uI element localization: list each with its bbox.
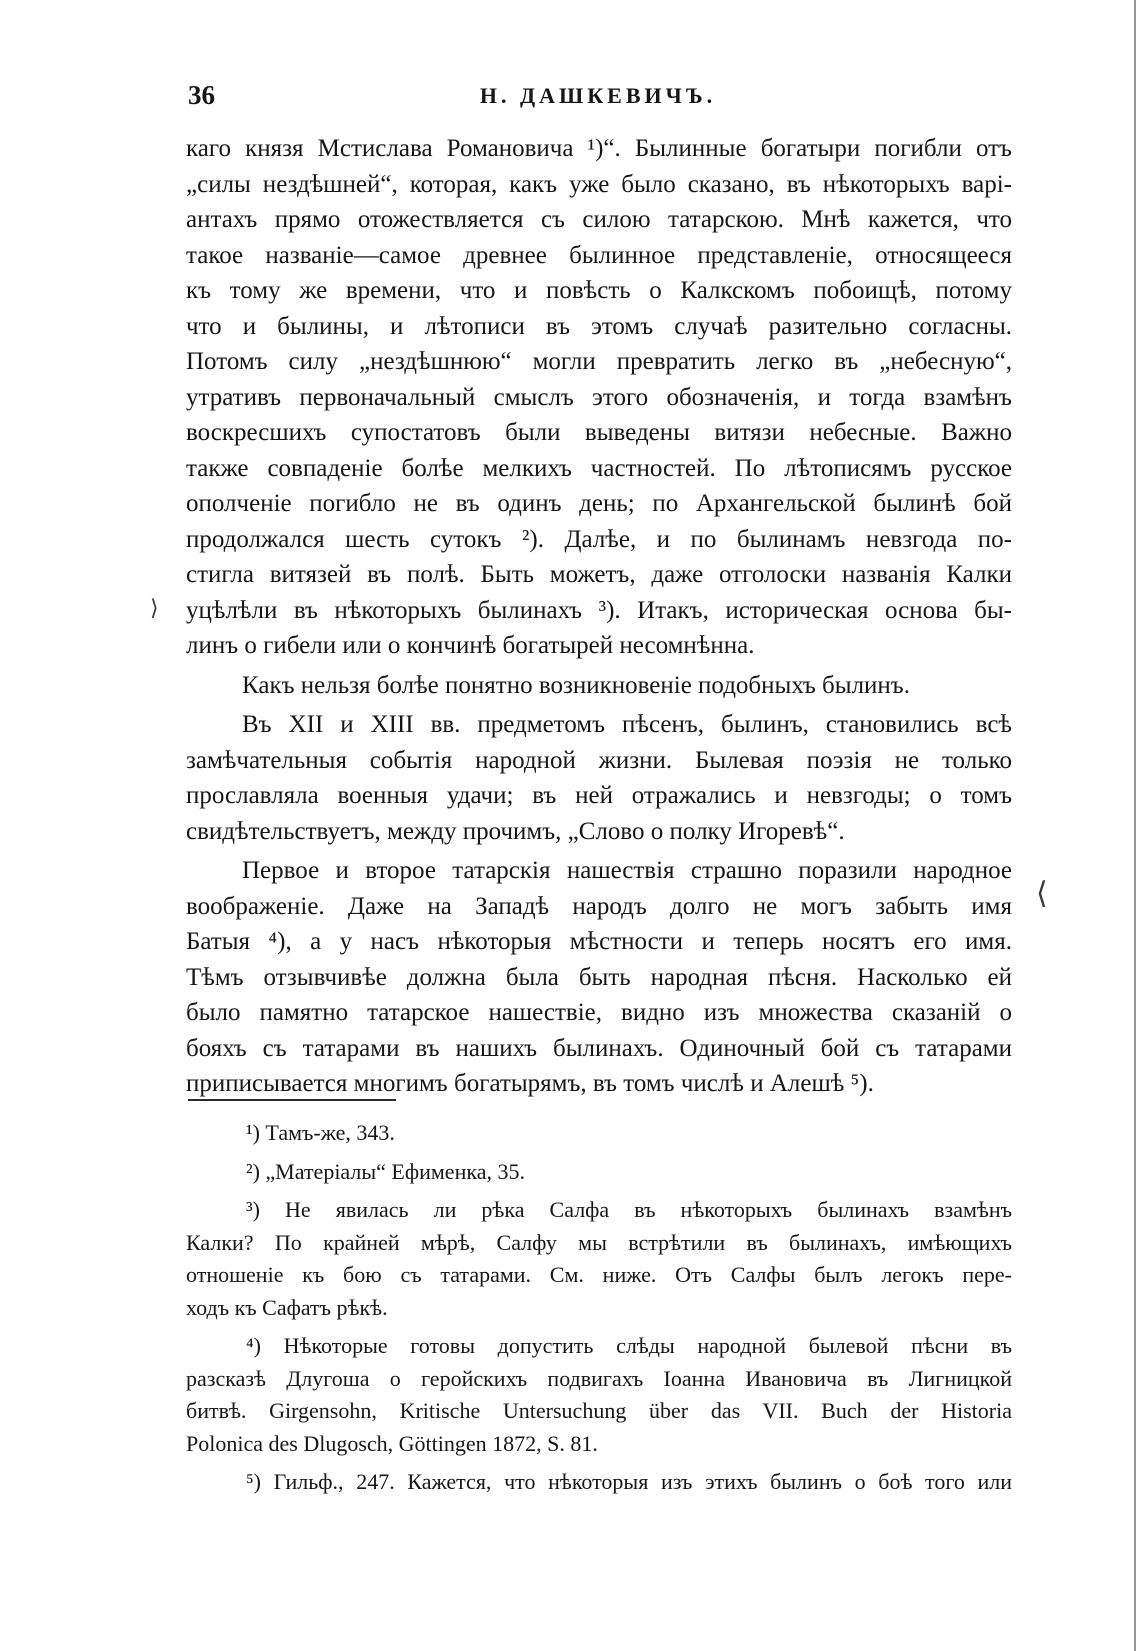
page-number: 36 bbox=[188, 80, 215, 110]
text-line: уцѣлѣли въ нѣкоторыхъ былинахъ ³). Итакъ, историческая основа бы- bbox=[186, 596, 1012, 624]
main-text bbox=[186, 131, 1012, 1102]
footnote-line: ³) Не явилась ли рѣка Салфа въ нѣкоторыхъ былинахъ взамѣнъ bbox=[246, 1197, 1012, 1222]
text-line: Потомъ силу „нездѣшнюю“ могли превратить легко въ „небесную“, bbox=[186, 348, 1012, 375]
footnote-line: ²) „Матеріалы“ Ефименка, 35. bbox=[246, 1158, 525, 1184]
paragraph-start-line: Первое и второе татарскія нашествія страшно поразили народное bbox=[242, 857, 1012, 884]
text-line: Тѣмъ отзывчивѣе должна была быть народная пѣсня. Насколько ей bbox=[186, 963, 1012, 991]
text-line: стигла витязей въ полѣ. Быть можетъ, даже отголоски названія Калки bbox=[186, 561, 1012, 588]
text-line: бояхъ съ татарами въ нашихъ былинахъ. Одиночный бой съ татарами bbox=[186, 1034, 1012, 1062]
text-line: продолжался шесть сутокъ ²). Далѣе, и по былинамъ невзгода по- bbox=[186, 525, 1012, 553]
text-line: линъ о гибели или о кончинѣ богатырей несомнѣнна. bbox=[186, 632, 755, 659]
footnote-line: ⁴) Нѣкоторые готовы допустить слѣды народной былевой пѣсни въ bbox=[246, 1333, 1012, 1358]
text-line: антахъ прямо отожествляется съ силою татарскою. Мнѣ кажется, что bbox=[186, 206, 1012, 233]
text-line: Батыя ⁴), а у насъ нѣкоторыя мѣстности и теперь носятъ его имя. bbox=[186, 928, 1012, 955]
right-margin-mark: ⟨ bbox=[1036, 877, 1048, 910]
page-header bbox=[188, 80, 1008, 114]
footnote-line: ⁵) Гильф., 247. Кажется, что нѣкоторыя изъ этихъ былинъ о боѣ того или bbox=[246, 1469, 1012, 1494]
left-margin-mark: ⟩ bbox=[150, 595, 159, 620]
footnote-line: ¹) Тамъ-же, 343. bbox=[246, 1120, 395, 1145]
text-line: было памятно татарское нашествіе, видно изъ множества сказаній о bbox=[186, 999, 1012, 1026]
text-line: ополченіе погибло не въ одинъ день; по Архангельской былинѣ бой bbox=[186, 490, 1012, 517]
text-line: такое названіе—самое древнее былинное представленіе, относящееся bbox=[186, 241, 1012, 269]
text-line: утративъ первоначальный смыслъ этого обозначенія, и тогда взамѣнъ bbox=[186, 383, 1012, 411]
footnote-line: ходъ къ Сафатъ рѣкѣ. bbox=[186, 1294, 388, 1320]
text-line: каго князя Мстислава Романовича ¹)“. Былинные богатыри погибли отъ bbox=[186, 135, 1012, 162]
footnote-line: Калки? По крайней мѣрѣ, Салфу мы встрѣтили въ былинахъ, имѣющихъ bbox=[186, 1229, 1012, 1255]
scan-edge-line bbox=[1134, 0, 1136, 1651]
footnote-separator bbox=[188, 1099, 396, 1101]
text-line: приписывается многимъ богатырямъ, въ томъ числѣ и Алешѣ ⁵). bbox=[186, 1070, 874, 1097]
paragraph-start-line: Какъ нельзя болѣе понятно возникновеніе подобныхъ былинъ. bbox=[242, 671, 910, 699]
text-line: „силы нездѣшней“, которая, какъ уже было сказано, въ нѣкоторыхъ варі- bbox=[186, 170, 1012, 198]
text-line: также совпаденіе болѣе мелкихъ частностей. По лѣтописямъ русское bbox=[186, 454, 1012, 482]
footnotes bbox=[186, 1117, 1012, 1499]
text-line: прославляла военныя удачи; въ ней отражались и невзгоды; о томъ bbox=[186, 782, 1012, 809]
text-line: что и былины, и лѣтописи въ этомъ случаѣ разительно согласны. bbox=[186, 312, 1012, 340]
paragraph-start-line: Въ XII и XIII вв. предметомъ пѣсенъ, былинъ, становились всѣ bbox=[242, 711, 1012, 738]
footnote-line: битвѣ. Girgensohn, Kritische Untersuchung über das VII. Buch der Historia bbox=[186, 1398, 1012, 1423]
text-line: замѣчательныя событія народной жизни. Былевая поэзія не только bbox=[186, 746, 1012, 774]
text-line: къ тому же времени, что и повѣсть о Калкскомъ побоищѣ, потому bbox=[186, 277, 1012, 304]
text-line: воображеніе. Даже на Западѣ народъ долго не могъ забыть имя bbox=[186, 892, 1012, 920]
footnote-line: разсказѣ Длугоша о геройскихъ подвигахъ Іоанна Ивановича въ Лигницкой bbox=[186, 1365, 1012, 1391]
text-line: воскресшихъ супостатовъ были выведены витязи небесные. Важно bbox=[186, 419, 1012, 446]
running-head: Н. ДАШКЕВИЧЪ. bbox=[479, 83, 717, 108]
footnote-line: Polonica des Dlugosch, Göttingen 1872, S. 81. bbox=[186, 1430, 598, 1456]
footnote-line: отношеніе къ бою съ татарами. См. ниже. Отъ Салфы былъ легокъ пере- bbox=[186, 1262, 1012, 1287]
text-line: свидѣтельствуетъ, между прочимъ, „Слово о полку Игоревѣ“. bbox=[186, 817, 845, 845]
